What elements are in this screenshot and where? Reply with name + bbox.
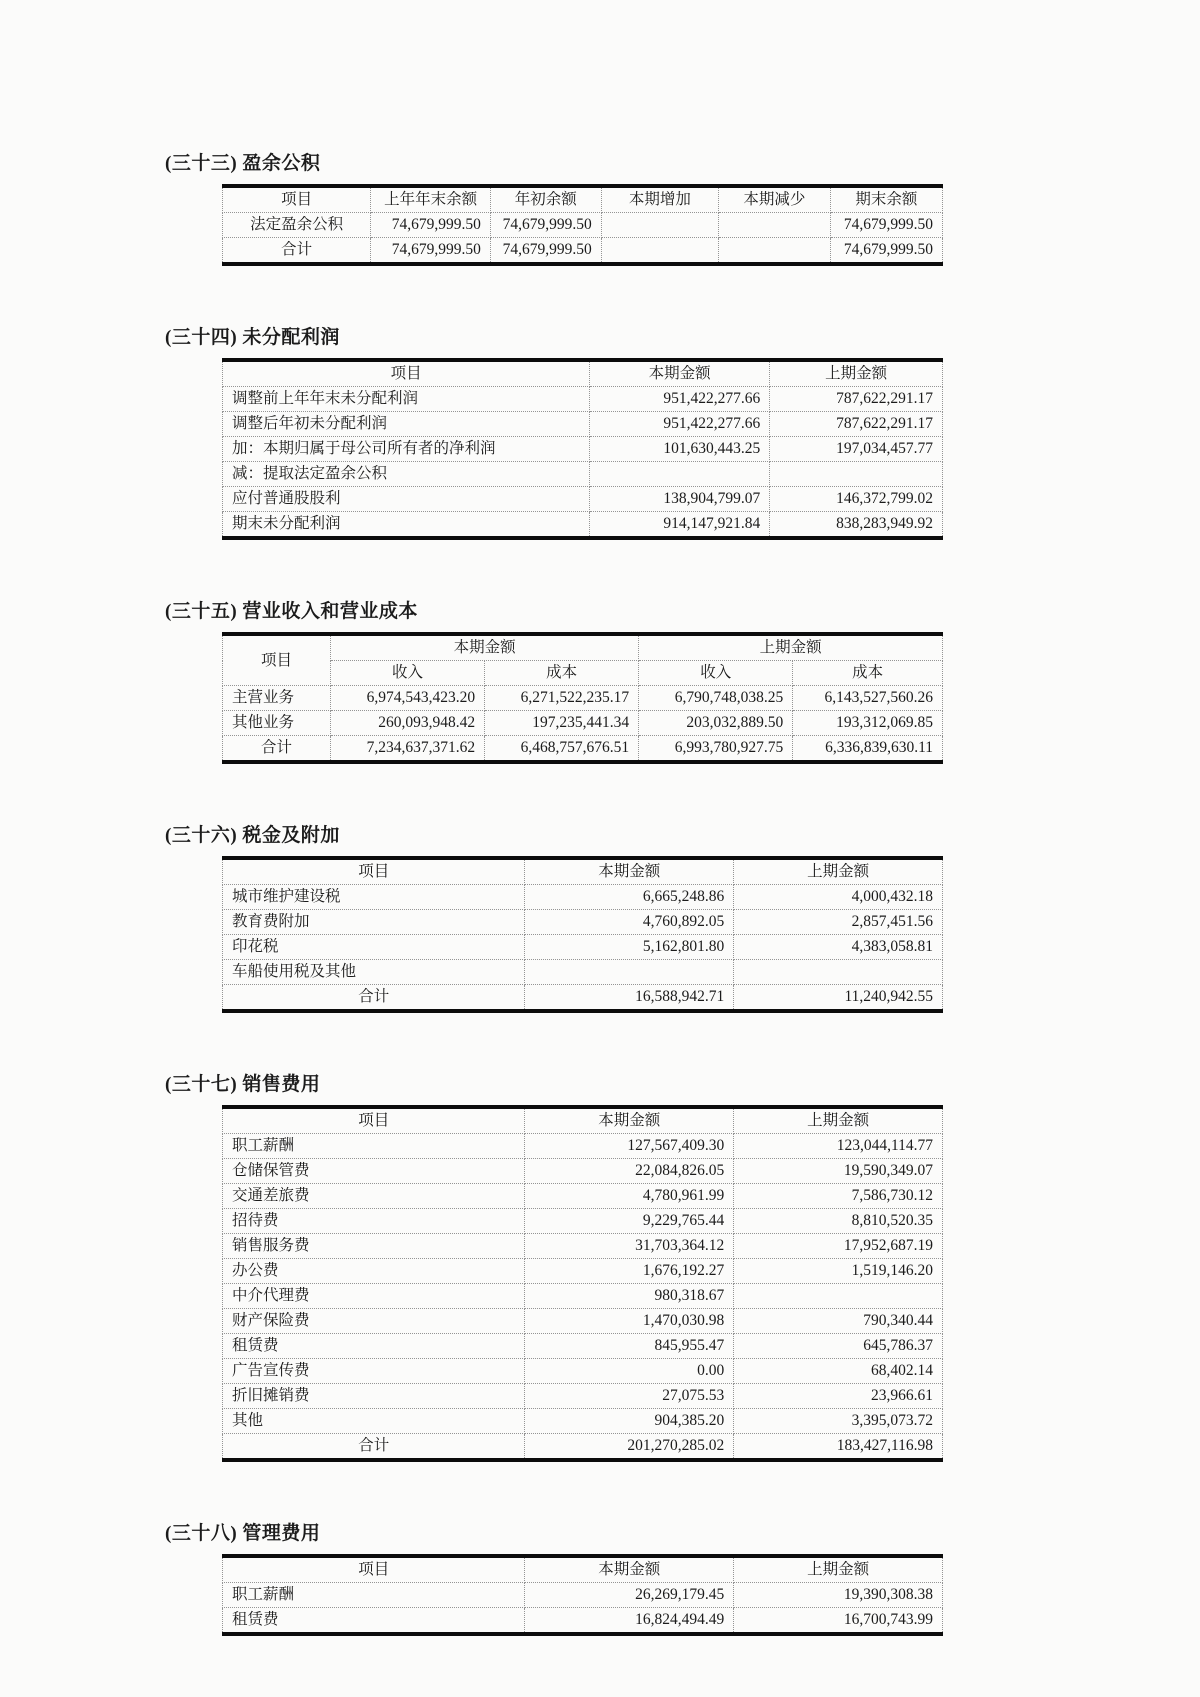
table-row [223,238,943,265]
row-label: 合计 [223,736,331,763]
cell-value: 27,075.53 [525,1384,734,1409]
row-label: 租赁费 [223,1608,525,1635]
cell-value: 6,336,839,630.11 [793,736,943,763]
row-label: 招待费 [223,1209,525,1234]
cell-value: 951,422,277.66 [590,412,770,437]
table-row [223,885,943,910]
row-label: 车船使用税及其他 [223,960,525,985]
column-header: 项目 [223,634,331,686]
column-header: 本期金额 [525,1107,734,1134]
table-row [223,910,943,935]
cell-value: 7,234,637,371.62 [331,736,485,763]
column-header: 期末余额 [830,186,942,213]
cell-value: 787,622,291.17 [770,387,943,412]
row-label: 合计 [223,985,525,1012]
table-row [223,1259,943,1284]
table-row [223,1409,943,1434]
column-header: 本期金额 [331,634,639,661]
row-label: 调整前上年年末未分配利润 [223,387,590,412]
cell-value: 914,147,921.84 [590,512,770,539]
cell-value: 201,270,285.02 [525,1434,734,1461]
row-label: 仓储保管费 [223,1159,525,1184]
column-header: 年初余额 [490,186,601,213]
section-title-revenue-and-cost: (三十五) 营业收入和营业成本 [165,601,418,622]
table-row [223,1159,943,1184]
cell-value: 787,622,291.17 [770,412,943,437]
column-header: 本期金额 [525,1556,734,1583]
cell-value: 980,318.67 [525,1284,734,1309]
cell-value: 1,519,146.20 [734,1259,943,1284]
column-header: 成本 [485,661,639,686]
cell-value: 74,679,999.50 [830,213,942,238]
column-header: 上期金额 [639,634,943,661]
table-row [223,1334,943,1359]
row-label: 其他 [223,1409,525,1434]
row-label: 加：本期归属于母公司所有者的净利润 [223,437,590,462]
cell-value: 845,955.47 [525,1334,734,1359]
table-row [223,512,943,539]
cell-value: 6,790,748,038.25 [639,686,793,711]
column-header: 项目 [223,1107,525,1134]
table-row [223,686,943,711]
cell-value: 3,395,073.72 [734,1409,943,1434]
table-row [223,736,943,763]
row-label: 中介代理费 [223,1284,525,1309]
cell-value: 8,810,520.35 [734,1209,943,1234]
column-header: 上期金额 [734,1556,943,1583]
column-header: 成本 [793,661,943,686]
cell-value [719,213,831,238]
header-row [223,360,943,387]
cell-value: 16,700,743.99 [734,1608,943,1635]
table-row [223,1583,943,1608]
column-header: 项目 [223,360,590,387]
cell-value: 123,044,114.77 [734,1134,943,1159]
cell-value: 951,422,277.66 [590,387,770,412]
row-label: 合计 [223,238,371,265]
section-title-selling-expenses: (三十七) 销售费用 [165,1074,321,1095]
cell-value [719,238,831,265]
cell-value: 101,630,443.25 [590,437,770,462]
cell-value: 23,966.61 [734,1384,943,1409]
cell-value [590,462,770,487]
row-label: 办公费 [223,1259,525,1284]
table-row [223,1384,943,1409]
cell-value: 11,240,942.55 [734,985,943,1012]
table-row [223,437,943,462]
column-header: 本期金额 [590,360,770,387]
section-undistributed-profit [165,322,945,540]
cell-value: 127,567,409.30 [525,1134,734,1159]
cell-value: 6,974,543,423.20 [331,686,485,711]
cell-value: 4,000,432.18 [734,885,943,910]
table-row [223,1184,943,1209]
row-label: 合计 [223,1434,525,1461]
column-header: 本期金额 [525,858,734,885]
header-row [223,186,943,213]
table-row [223,1359,943,1384]
cell-value: 790,340.44 [734,1309,943,1334]
table-row [223,1284,943,1309]
cell-value: 19,590,349.07 [734,1159,943,1184]
row-label: 广告宣传费 [223,1359,525,1384]
header-row [223,661,943,686]
column-header: 项目 [223,1556,525,1583]
section-title-taxes-and-surcharges: (三十六) 税金及附加 [165,825,340,846]
cell-value: 645,786.37 [734,1334,943,1359]
cell-value: 260,093,948.42 [331,711,485,736]
cell-value: 74,679,999.50 [490,213,601,238]
cell-value: 6,993,780,927.75 [639,736,793,763]
cell-value: 26,269,179.45 [525,1583,734,1608]
cell-value [734,960,943,985]
column-header: 上期金额 [734,858,943,885]
table-row [223,1234,943,1259]
cell-value: 4,383,058.81 [734,935,943,960]
row-label: 应付普通股股利 [223,487,590,512]
financial-notes-page [165,148,945,1636]
row-label: 减：提取法定盈余公积 [223,462,590,487]
undistributed-profit-table [222,358,943,540]
table-row [223,935,943,960]
cell-value: 31,703,364.12 [525,1234,734,1259]
column-header: 收入 [639,661,793,686]
row-label: 印花税 [223,935,525,960]
row-label: 财产保险费 [223,1309,525,1334]
table-row [223,1309,943,1334]
row-label: 调整后年初未分配利润 [223,412,590,437]
column-header: 项目 [223,186,371,213]
table-row [223,1134,943,1159]
column-header: 收入 [331,661,485,686]
section-selling-expenses [165,1069,945,1462]
cell-value: 904,385.20 [525,1409,734,1434]
cell-value: 4,780,961.99 [525,1184,734,1209]
cell-value: 5,162,801.80 [525,935,734,960]
column-header: 上期金额 [770,360,943,387]
table-row [223,711,943,736]
table-row [223,462,943,487]
cell-value: 203,032,889.50 [639,711,793,736]
cell-value: 0.00 [525,1359,734,1384]
cell-value: 16,824,494.49 [525,1608,734,1635]
table-row [223,487,943,512]
cell-value: 838,283,949.92 [770,512,943,539]
table-row [223,213,943,238]
cell-value: 1,676,192.27 [525,1259,734,1284]
revenue-cost-table [222,632,943,764]
cell-value: 9,229,765.44 [525,1209,734,1234]
selling-expenses-table [222,1105,943,1462]
column-header: 上期金额 [734,1107,943,1134]
cell-value [734,1284,943,1309]
cell-value: 6,143,527,560.26 [793,686,943,711]
cell-value: 193,312,069.85 [793,711,943,736]
row-label: 租赁费 [223,1334,525,1359]
section-revenue-and-cost [165,596,945,764]
row-label: 其他业务 [223,711,331,736]
cell-value: 68,402.14 [734,1359,943,1384]
cell-value: 146,372,799.02 [770,487,943,512]
table-row [223,412,943,437]
cell-value: 22,084,826.05 [525,1159,734,1184]
row-label: 城市维护建设税 [223,885,525,910]
header-row [223,1107,943,1134]
table-row [223,1209,943,1234]
cell-value: 19,390,308.38 [734,1583,943,1608]
table-row [223,1608,943,1635]
cell-value: 17,952,687.19 [734,1234,943,1259]
admin-expenses-table [222,1554,943,1636]
cell-value: 1,470,030.98 [525,1309,734,1334]
section-surplus-reserves [165,148,945,266]
taxes-surcharges-table [222,856,943,1013]
section-title-admin-expenses: (三十八) 管理费用 [165,1523,321,1544]
row-label: 期末未分配利润 [223,512,590,539]
cell-value: 197,034,457.77 [770,437,943,462]
cell-value [601,238,718,265]
cell-value [525,960,734,985]
header-row [223,1556,943,1583]
row-label: 主营业务 [223,686,331,711]
cell-value: 183,427,116.98 [734,1434,943,1461]
cell-value: 6,271,522,235.17 [485,686,639,711]
column-header: 上年年末余额 [371,186,491,213]
column-header: 本期减少 [719,186,831,213]
cell-value [770,462,943,487]
cell-value: 6,665,248.86 [525,885,734,910]
row-label: 教育费附加 [223,910,525,935]
section-taxes-and-surcharges [165,820,945,1013]
section-title-undistributed-profit: (三十四) 未分配利润 [165,327,340,348]
section-admin-expenses [165,1518,945,1636]
table-row [223,387,943,412]
cell-value: 7,586,730.12 [734,1184,943,1209]
table-row [223,1434,943,1461]
table-row [223,985,943,1012]
row-label: 折旧摊销费 [223,1384,525,1409]
header-row [223,858,943,885]
cell-value: 197,235,441.34 [485,711,639,736]
cell-value [601,213,718,238]
header-row [223,634,943,661]
table-row [223,960,943,985]
cell-value: 16,588,942.71 [525,985,734,1012]
cell-value: 6,468,757,676.51 [485,736,639,763]
surplus-reserves-table [222,184,943,266]
row-label: 职工薪酬 [223,1583,525,1608]
cell-value: 4,760,892.05 [525,910,734,935]
cell-value: 74,679,999.50 [371,238,491,265]
cell-value: 74,679,999.50 [830,238,942,265]
cell-value: 2,857,451.56 [734,910,943,935]
row-label: 交通差旅费 [223,1184,525,1209]
row-label: 职工薪酬 [223,1134,525,1159]
column-header: 本期增加 [601,186,718,213]
cell-value: 74,679,999.50 [490,238,601,265]
row-label: 销售服务费 [223,1234,525,1259]
column-header: 项目 [223,858,525,885]
cell-value: 74,679,999.50 [371,213,491,238]
cell-value: 138,904,799.07 [590,487,770,512]
section-title-surplus-reserves: (三十三) 盈余公积 [165,153,321,174]
row-label: 法定盈余公积 [223,213,371,238]
